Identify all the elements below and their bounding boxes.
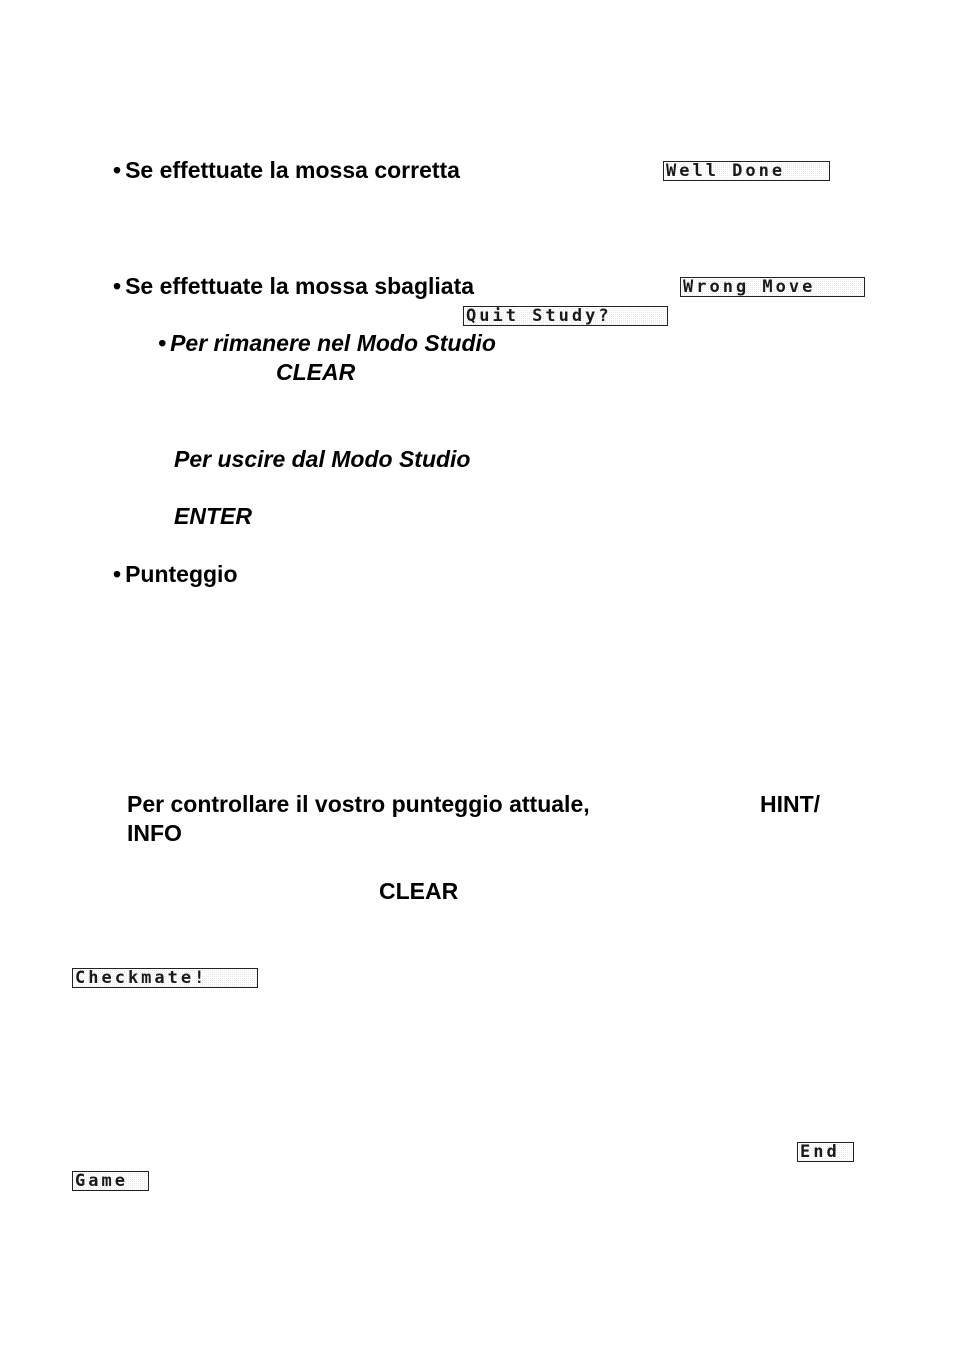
lcd-game: Game (72, 1171, 149, 1191)
bullet-wrong-move (113, 272, 474, 301)
bullet-glyph: • (113, 157, 122, 183)
exit-study-text: Per uscire dal Modo Studio (174, 446, 471, 472)
key-enter: ENTER (174, 503, 252, 529)
stay-study-text: Per rimanere nel Modo Studio (170, 330, 496, 356)
bullet-glyph: • (113, 273, 122, 299)
key-clear-score: CLEAR (379, 878, 459, 904)
key-info: INFO (127, 820, 182, 846)
wrong-move-text: Se effettuate la mossa sbagliata (125, 273, 475, 299)
score-check-line: Per controllare il vostro punteggio attuale, (127, 791, 590, 817)
bullet-correct-move (113, 156, 460, 185)
lcd-checkmate: Checkmate! (72, 968, 258, 988)
bullet-glyph: • (113, 561, 122, 587)
bullet-glyph: • (158, 330, 167, 356)
key-clear-stay: CLEAR (276, 359, 356, 385)
lcd-quit-study: Quit Study? (463, 306, 668, 326)
score-text: Punteggio (125, 561, 238, 587)
lcd-end: End (797, 1142, 854, 1162)
lcd-well-done: Well Done (663, 161, 830, 181)
correct-move-text: Se effettuate la mossa corretta (125, 157, 460, 183)
bullet-score (113, 560, 238, 589)
key-hint: HINT/ (760, 791, 821, 817)
lcd-wrong-move: Wrong Move (680, 277, 865, 297)
bullet-stay-study (158, 329, 496, 358)
